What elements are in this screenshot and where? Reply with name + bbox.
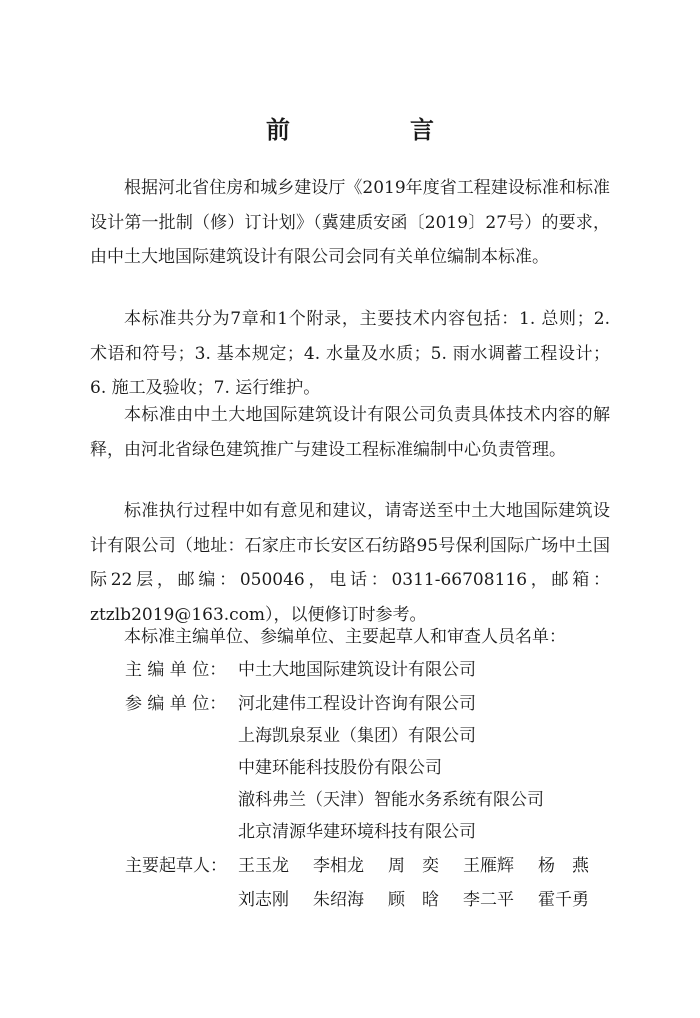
drafters-names-row2 — [238, 884, 613, 916]
drafter-name: 王玉龙 — [238, 856, 289, 876]
drafter-name: 李二平 — [463, 890, 514, 910]
drafter-name: 刘志刚 — [238, 890, 289, 910]
chief-unit-label: 主 编 单 位： — [125, 660, 227, 680]
participant-label: 参 编 单 位： — [125, 694, 227, 714]
page-title: 前 言 — [266, 115, 482, 144]
drafter-name: 杨 燕 — [538, 856, 589, 876]
drafter-name: 王雁辉 — [463, 856, 514, 876]
drafters-label: 主要起草人： — [125, 856, 227, 876]
drafter-name: 顾 晗 — [388, 890, 439, 910]
paragraph-basis: 根据河北省住房和城乡建设厅《2019年度省工程建设标准和标准设计第一批制（修）订计划》（冀建质安函〔2019〕27号）的要求，由中土大地国际建筑设计有限公司会同有关单位编制本标准。 — [90, 178, 610, 267]
participant-item: 河北建伟工程设计咨询有限公司 — [238, 694, 476, 714]
drafter-name: 李相龙 — [313, 856, 364, 876]
drafter-name: 朱绍海 — [313, 890, 364, 910]
participant-item: 北京清源华建环境科技有限公司 — [238, 822, 476, 842]
participant-item: 澈科弗兰（天津）智能水务系统有限公司 — [238, 790, 544, 810]
paragraph-contents: 本标准共分为7章和1个附录，主要技术内容包括：1. 总则；2. 术语和符号；3. 基本规定；4. 水量及水质；5. 雨水调蓄工程设计；6. 施工及验收；7. 运行维护。 — [90, 309, 610, 398]
drafter-name: 霍千勇 — [538, 890, 589, 910]
paragraph-feedback: 标准执行过程中如有意见和建议，请寄送至中土大地国际建筑设计有限公司（地址：石家庄市长安区石纺路95号保利国际广场中土国际22层，邮编：050046，电话：0311-66708116，邮箱：ztzlb2019@163.com），以便修订时参考。 — [90, 501, 610, 625]
drafter-name: 周 奕 — [388, 856, 439, 876]
drafters-names-row1 — [238, 850, 613, 882]
participant-item: 中建环能科技股份有限公司 — [238, 758, 442, 778]
participant-item: 上海凯泉泵业（集团）有限公司 — [238, 726, 476, 746]
paragraph-responsibility: 本标准由中土大地国际建筑设计有限公司负责具体技术内容的解释，由河北省绿色建筑推广与建设工程标准编制中心负责管理。 — [90, 405, 610, 460]
paragraph-list-intro: 本标准主编单位、参编单位、主要起草人和审查人员名单： — [124, 627, 566, 647]
chief-unit-value: 中土大地国际建筑设计有限公司 — [238, 660, 476, 680]
